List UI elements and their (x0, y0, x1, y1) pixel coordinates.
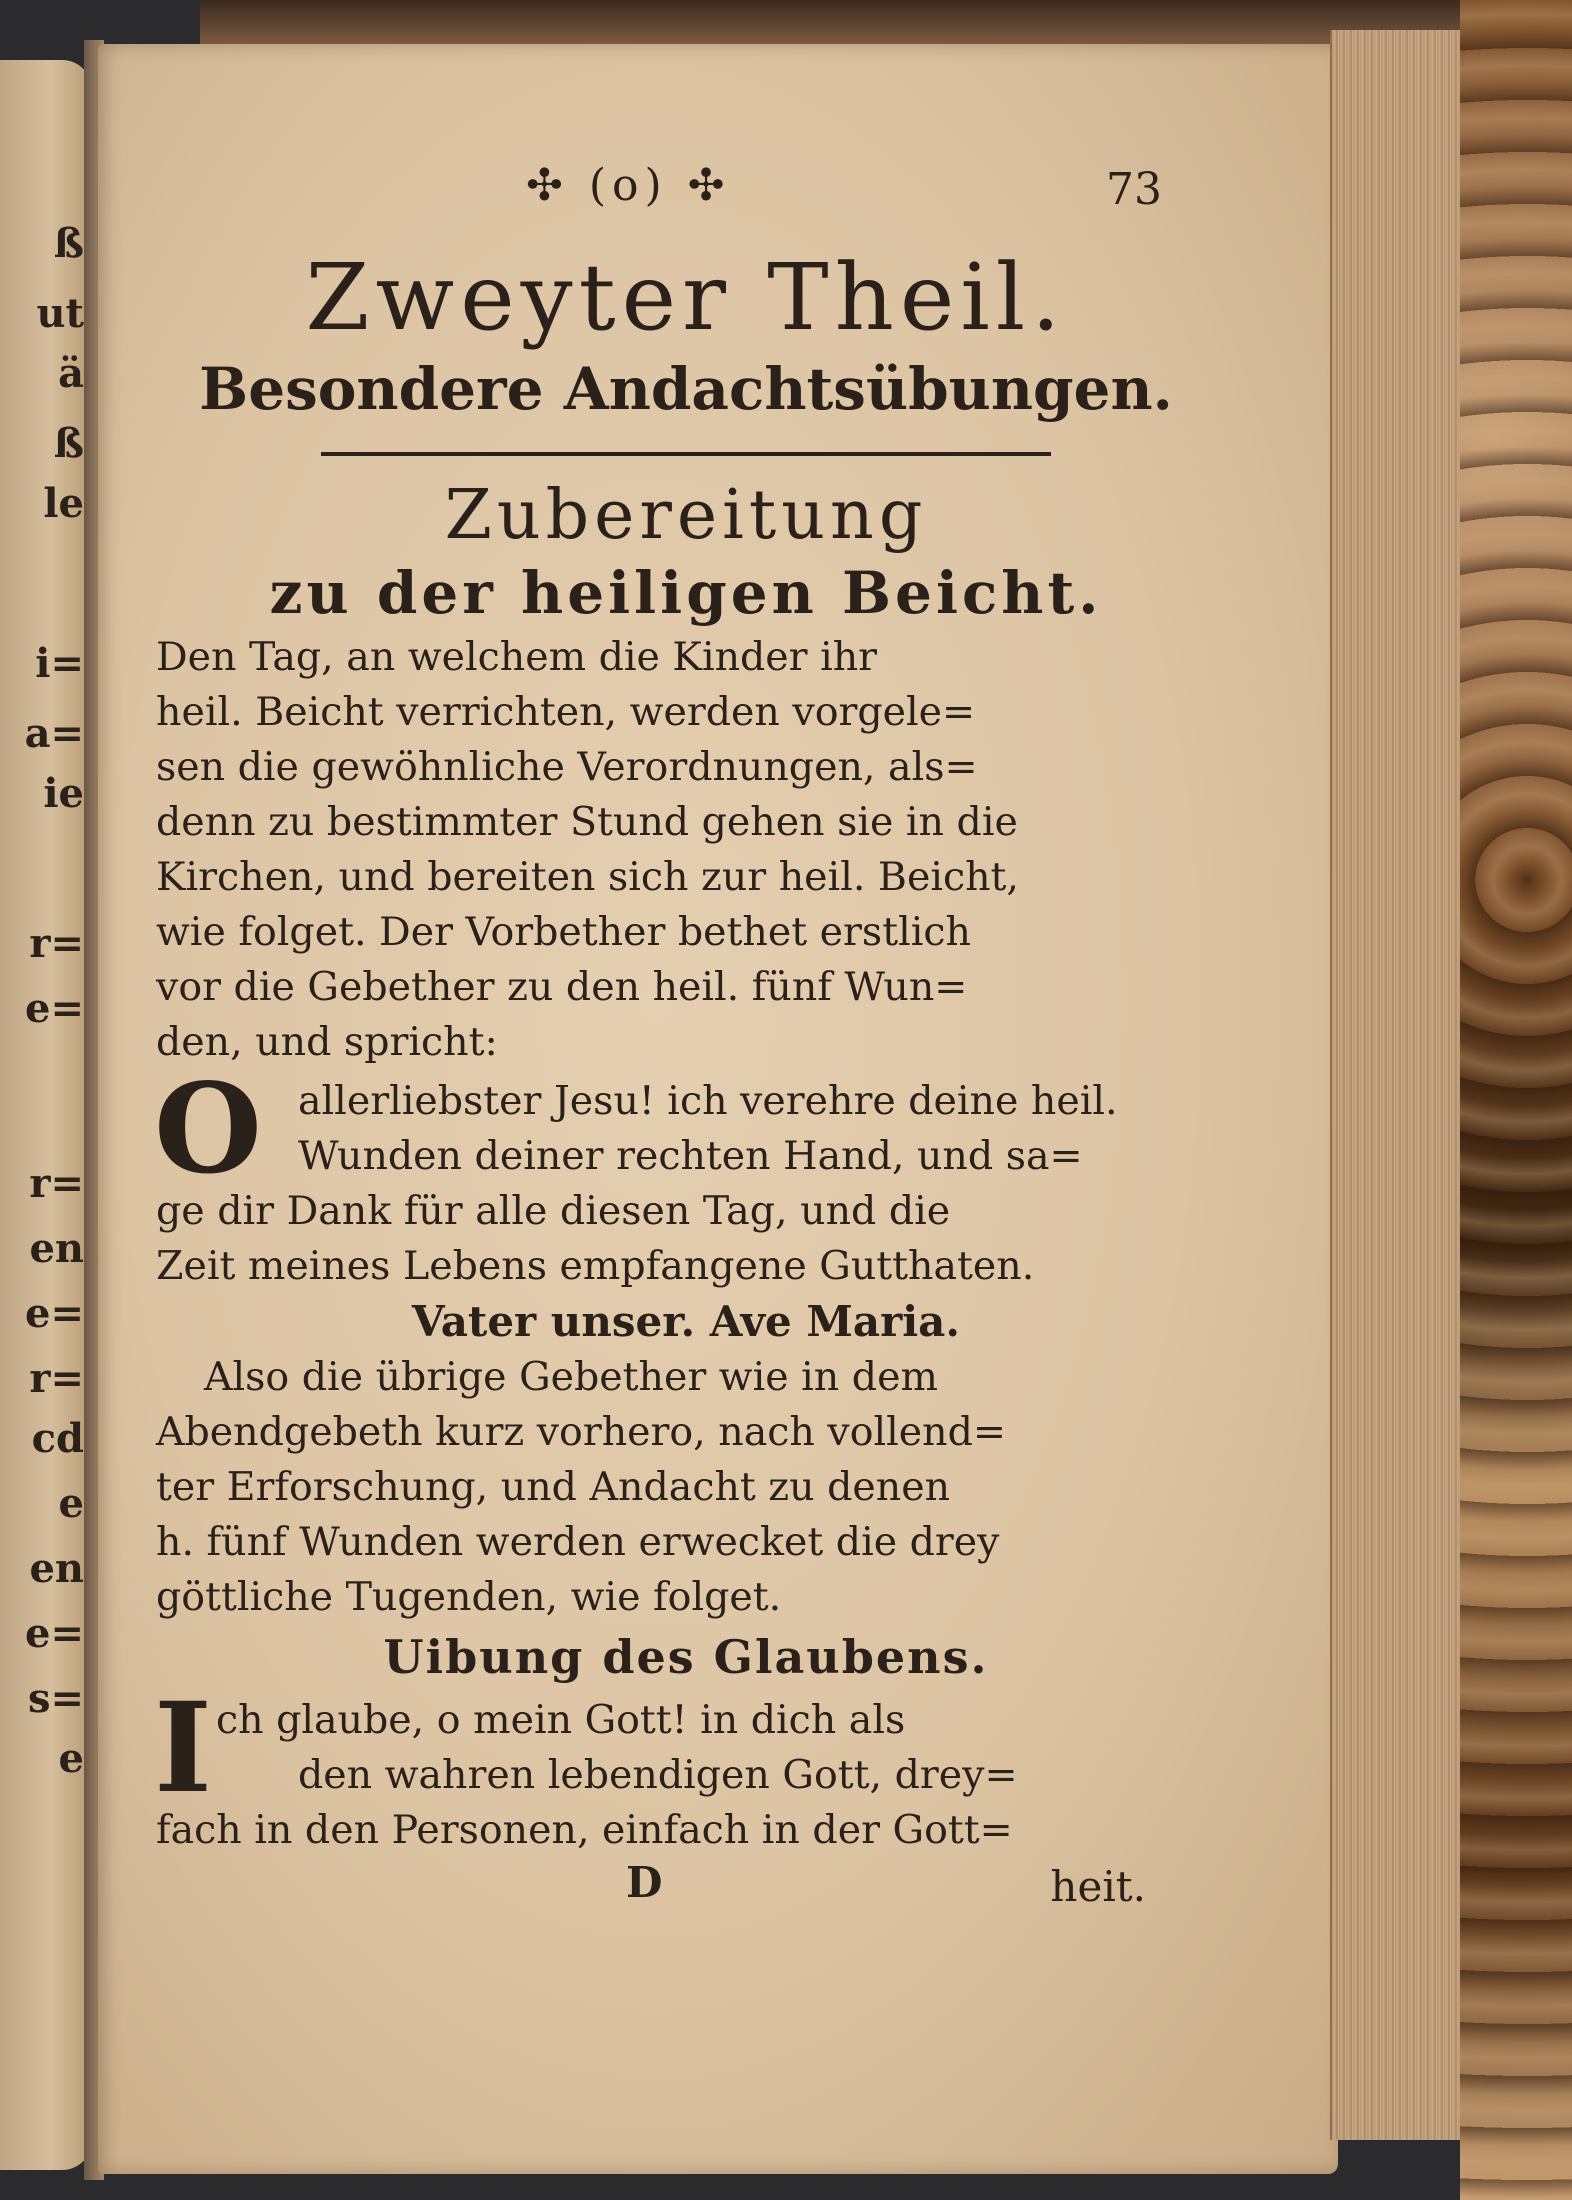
section-title: Zubereitung (444, 476, 928, 555)
left-page-text-fragment: en (29, 1225, 84, 1272)
left-page-text-fragment: e= (25, 1610, 84, 1657)
catchword: heit. (1050, 1862, 1146, 1911)
left-page-text-fragment: s= (27, 1675, 84, 1722)
signature-mark: D (626, 1858, 663, 1907)
drop-cap: O (154, 1057, 263, 1202)
text-line: fach in den Personen, einfach in der Gott= (156, 1807, 1013, 1853)
text-line: göttliche Tugenden, wie folget. (156, 1574, 782, 1620)
faith-block (154, 1676, 1216, 1858)
page-edges (1330, 30, 1462, 2140)
second-paragraph (156, 1350, 1216, 1625)
title-rule (321, 452, 1051, 456)
drop-cap: I (154, 1676, 213, 1821)
left-page-text-fragment: en (29, 1545, 84, 1592)
faith-heading: Uibung des Glaubens. (383, 1630, 989, 1684)
left-page-text-fragment: i= (35, 640, 84, 687)
header-ornament: ✣ (o) ✣ (526, 160, 731, 211)
left-page-text-fragment: r= (29, 920, 84, 967)
section-subtitle: zu der heiligen Beicht. (269, 559, 1103, 627)
text-line: vor die Gebether zu den heil. fünf Wun= (156, 964, 968, 1010)
left-page-text-fragment: e (58, 1480, 84, 1527)
left-page-text-fragment: le (43, 480, 84, 527)
text-line: denn zu bestimmter Stund gehen sie in die (156, 799, 1018, 845)
intro-paragraph (156, 630, 1216, 1070)
prayer-closing: Vater unser. Ave Maria. (411, 1297, 961, 1346)
left-page-text-fragment: ie (43, 770, 84, 817)
left-page-text-fragment: ß (53, 420, 84, 467)
running-header (156, 160, 1216, 230)
left-page-text-fragment: e= (25, 1290, 84, 1337)
text-line: Den Tag, an welchem die Kinder ihr (156, 634, 878, 680)
page-number: 73 (1106, 164, 1162, 215)
part-subtitle: Besondere Andachtsübungen. (199, 355, 1173, 423)
text-line: ter Erforschung, und Andacht zu denen (156, 1464, 951, 1510)
text-line: Kirchen, und bereiten sich zur heil. Beicht, (156, 854, 1019, 900)
page-footer (156, 1858, 1216, 1922)
book-top-edge (200, 0, 1460, 44)
text-line: Abendgebeth kurz vorhero, nach vollend= (156, 1409, 1006, 1455)
text-line: Wunden deiner rechten Hand, und sa= (298, 1133, 1083, 1179)
text-line: allerliebster Jesu! ich verehre deine heil. (298, 1078, 1118, 1124)
left-page-fragment (0, 60, 92, 2170)
text-line: Also die übrige Gebether wie in dem (204, 1354, 938, 1400)
left-page-text-fragment: r= (29, 1355, 84, 1402)
text-line: heil. Beicht verrichten, werden vorgele= (156, 689, 976, 735)
text-line: h. fünf Wunden werden erwecket die drey (156, 1519, 1000, 1565)
text-line: Zeit meines Lebens empfangene Gutthaten. (156, 1243, 1035, 1289)
left-page-text-fragment: cd (31, 1415, 84, 1462)
left-page-text-fragment: ä (58, 350, 84, 397)
page-content (156, 160, 1216, 1922)
prayer-paragraph (156, 1074, 1216, 1294)
left-page-text-fragment: a= (24, 710, 84, 757)
prayer-block (154, 1057, 1216, 1294)
left-page-text-fragment: r= (29, 1160, 84, 1207)
marbled-cover (1460, 0, 1572, 2200)
text-line: sen die gewöhnliche Verordnungen, als= (156, 744, 978, 790)
text-line: ge dir Dank für alle diesen Tag, und die (156, 1188, 951, 1234)
text-line: ch glaube, o mein Gott! in dich als (216, 1697, 906, 1743)
left-page-text-fragment: ß (53, 220, 84, 267)
faith-paragraph (156, 1693, 1216, 1858)
left-page-text-fragment: ut (36, 290, 84, 337)
part-title: Zweyter Theil. (305, 244, 1067, 351)
left-page-text-fragment: e (58, 1735, 84, 1782)
text-line: wie folget. Der Vorbether bethet erstlich (156, 909, 971, 955)
text-line: den, und spricht: (156, 1019, 498, 1065)
left-page-text-fragment: e= (25, 985, 84, 1032)
text-line: den wahren lebendigen Gott, drey= (298, 1752, 1018, 1798)
